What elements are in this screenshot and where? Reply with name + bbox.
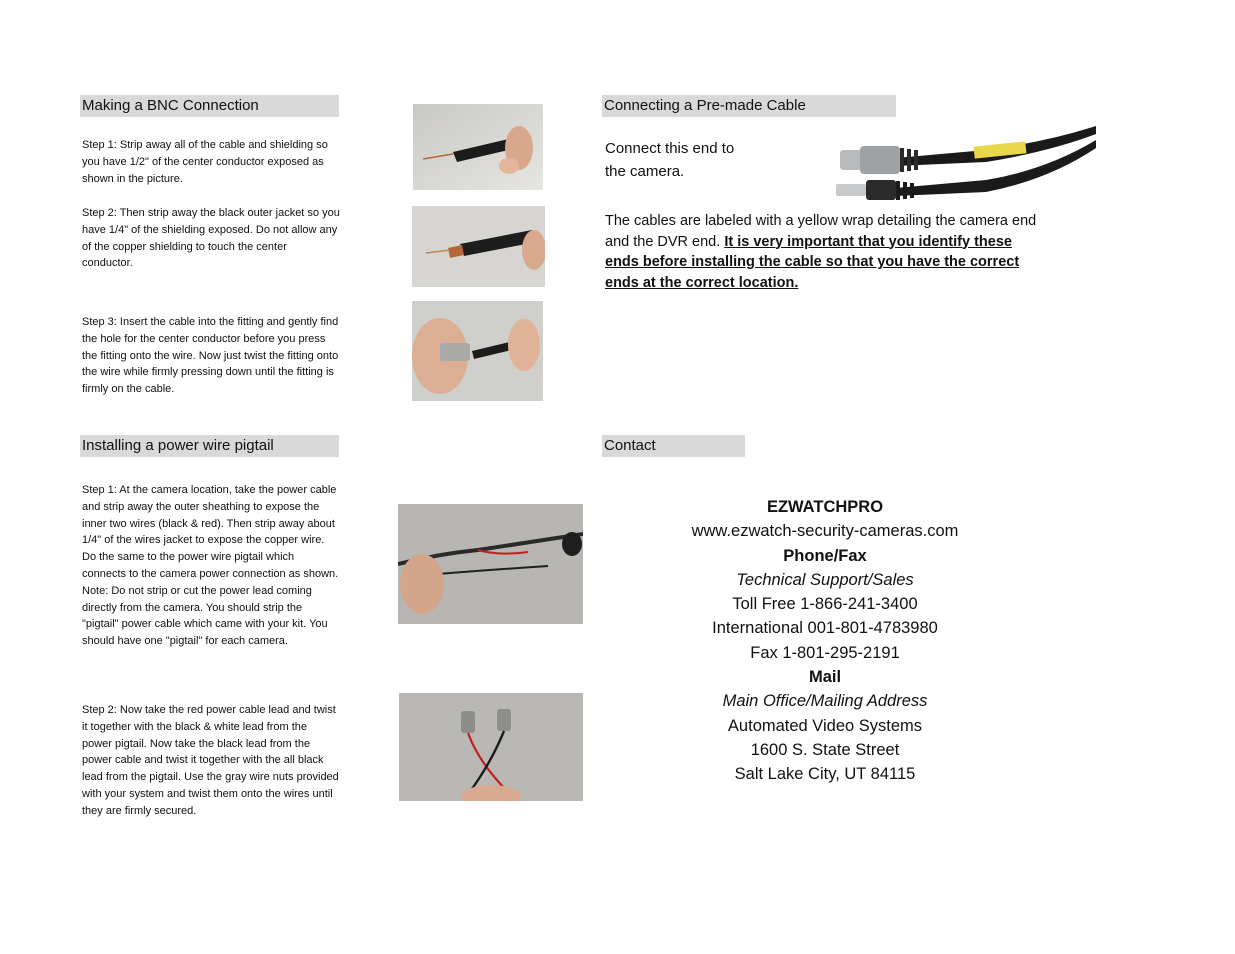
premade-section-header xyxy=(602,95,896,117)
bnc-section-header xyxy=(80,95,339,117)
cable-label-description xyxy=(605,211,1045,293)
connect-end-text: Connect this end to the camera. xyxy=(605,140,735,180)
toll-free-number: Toll Free 1-866-241-3400 xyxy=(732,595,918,614)
support-sales-heading: Technical Support/Sales xyxy=(736,570,914,589)
bnc-step-2-text: Step 2: Then strip away the black outer jacket so you have 1/4" of the shielding exposed. Do not allow any of the copper shielding to touch the center conductor. xyxy=(82,207,340,270)
contact-section-title: Contact xyxy=(604,437,656,454)
phone-fax-heading: Phone/Fax xyxy=(783,546,867,565)
address-company: Automated Video Systems xyxy=(727,716,923,735)
international-number: International 001-801-4783980 xyxy=(712,619,938,638)
address-city: Salt Lake City, UT 84115 xyxy=(734,765,916,784)
company-name-heading: EZWATCHPRO xyxy=(766,498,884,516)
premade-section-title: Connecting a Pre-made Cable xyxy=(604,97,806,114)
mail-heading: Mail xyxy=(808,668,842,687)
pigtail-step-1-photo xyxy=(398,504,583,624)
mailing-address-heading: Main Office/Mailing Address xyxy=(722,692,928,711)
pigtail-section-header xyxy=(80,435,339,457)
address-street: 1600 S. State Street xyxy=(750,740,900,759)
bnc-step-1-text: Step 1: Strip away all of the cable and shielding so you have 1/2" of the center conductor exposed as shown in the picture. xyxy=(82,139,328,185)
bnc-section-title: Making a BNC Connection xyxy=(82,97,259,114)
fax-number: Fax 1-801-295-2191 xyxy=(750,643,900,662)
contact-section-header xyxy=(602,435,745,457)
cable-warning-text: It is very important that you identify these ends before installing the cable so that you have the correct ends at the correct location. xyxy=(605,233,1020,291)
bnc-step-3-photo xyxy=(412,301,543,401)
pigtail-step-1-text: Step 1: At the camera location, take the power cable and strip away the outer sheathing to expose the inner two wires (black & red). Then strip away about 1/4" of the wires jacket to expose the copper wire. Do the same to the power wire pigtail which connects to the camera power connection as shown. Note: Do not strip or cut the power lead coming directly from the camera. You should strip the "pigtail" power cable which came with your kit. You should have one "pigtail" for each camera. xyxy=(82,484,339,648)
pigtail-step-2-photo xyxy=(399,693,583,801)
contact-block xyxy=(640,495,1010,787)
website-link[interactable]: www.ezwatch-security-cameras.com xyxy=(691,522,959,541)
premade-cable-photo xyxy=(836,126,1096,208)
bnc-step-3-text: Step 3: Insert the cable into the fitting and gently find the hole for the center conductor before you press the fitting onto the wire. Now just twist the fitting onto the wire while firmly pressing down until the fitting is firmly on the cable. xyxy=(82,316,339,396)
bnc-step-1-photo xyxy=(413,104,543,190)
cable-label-text: The cables are labeled with a yellow wrap detailing the camera end and the DVR end. xyxy=(605,213,1037,250)
bnc-step-2-photo xyxy=(412,206,545,287)
pigtail-section-title: Installing a power wire pigtail xyxy=(82,437,274,454)
pigtail-step-2-text: Step 2: Now take the red power cable lead and twist it together with the black & white lead from the power pigtail. Now take the black lead from the power cable and twist it together with the all black lead from the pigtail. Use the gray wire nuts provided with your system and twist them onto the wires until they are firmly secured. xyxy=(82,704,339,817)
